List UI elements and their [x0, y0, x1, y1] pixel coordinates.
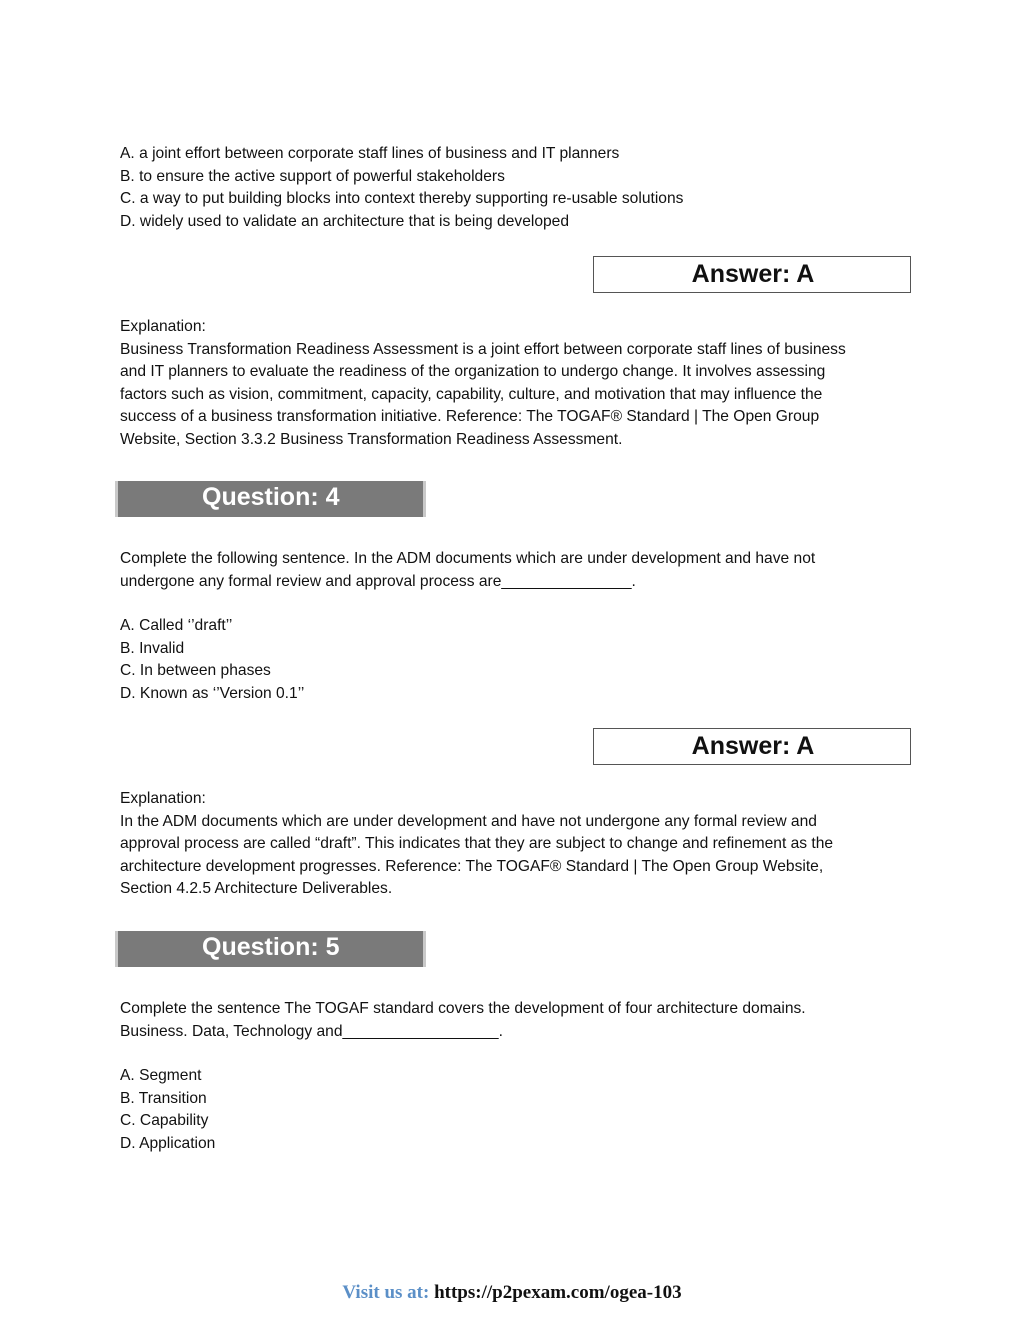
q3-explanation-line: factors such as vision, commitment, capacity, capability, culture, and motivation that may influence the	[120, 385, 823, 403]
q3-option-b: B. to ensure the active support of powerful stakeholders	[120, 167, 505, 185]
footer	[0, 1282, 1024, 1304]
q3-explanation-line: and IT planners to evaluate the readiness of the organization to undergo change. It involves assessing	[120, 363, 826, 380]
q3-explanation-line: Business Transformation Readiness Assessment is a joint effort between corporate staff lines of business	[120, 340, 846, 358]
q4-option-a: A. Called ‘’draft’’	[120, 617, 233, 634]
q3-explanation-line: success of a business transformation initiative. Reference: The TOGAF® Standard | The Open Group	[120, 408, 820, 425]
q3-option-a: A. a joint effort between corporate staff lines of business and IT planners	[120, 145, 620, 162]
q4-question-line: undergone any formal review and approval process are_______________.	[120, 572, 636, 590]
q4-options	[120, 615, 920, 705]
q4-explanation	[120, 788, 920, 901]
q5-option-b: B. Transition	[120, 1089, 207, 1107]
footer-label: Visit us at:	[342, 1282, 430, 1303]
q4-option-b: B. Invalid	[120, 639, 185, 657]
q5-question-line: Complete the sentence The TOGAF standard covers the development of four architecture domains.	[120, 1000, 806, 1017]
footer-link[interactable]: https://p2pexam.com/ogea-103	[434, 1282, 682, 1303]
q3-answer-box	[593, 256, 911, 293]
q4-explanation-label: Explanation:	[120, 790, 206, 807]
q3-answer: Answer: A	[691, 260, 815, 288]
q4-question	[120, 548, 920, 593]
q3-option-d: D. widely used to validate an architecture that is being developed	[120, 212, 570, 230]
q4-option-c: C. In between phases	[120, 662, 271, 679]
q4-question-line: Complete the following sentence. In the ADM documents which are under development and have not	[120, 550, 816, 567]
q5-option-d: D. Application	[120, 1134, 216, 1152]
q5-heading: Question: 5	[202, 933, 340, 961]
q4-explanation-line: architecture development progresses. Reference: The TOGAF® Standard | The Open Group Website,	[120, 857, 824, 875]
q5-question-line: Business. Data, Technology and__________________.	[120, 1022, 503, 1040]
q4-explanation-line: In the ADM documents which are under development and have not undergone any formal review and	[120, 812, 817, 830]
q3-explanation-line: Website, Section 3.3.2 Business Transformation Readiness Assessment.	[120, 430, 623, 448]
q5-option-c: C. Capability	[120, 1112, 209, 1129]
q3-explanation	[120, 316, 920, 451]
q3-explanation-label: Explanation:	[120, 318, 206, 335]
q4-explanation-line: approval process are called “draft”. This indicates that they are subject to change and refinement as the	[120, 835, 834, 852]
q3-option-c: C. a way to put building blocks into context thereby supporting re-usable solutions	[120, 190, 684, 207]
q4-explanation-line: Section 4.2.5 Architecture Deliverables.	[120, 880, 393, 897]
q4-option-d: D. Known as ‘’Version 0.1’’	[120, 684, 305, 702]
q5-option-a: A. Segment	[120, 1067, 202, 1084]
q3-options	[120, 143, 920, 233]
q4-answer-box	[593, 728, 911, 765]
q4-answer: Answer: A	[691, 732, 815, 760]
q5-heading-bar	[115, 931, 426, 967]
q4-heading: Question: 4	[202, 483, 340, 511]
q5-options	[120, 1065, 920, 1155]
q5-question	[120, 998, 920, 1043]
q4-heading-bar	[115, 481, 426, 517]
